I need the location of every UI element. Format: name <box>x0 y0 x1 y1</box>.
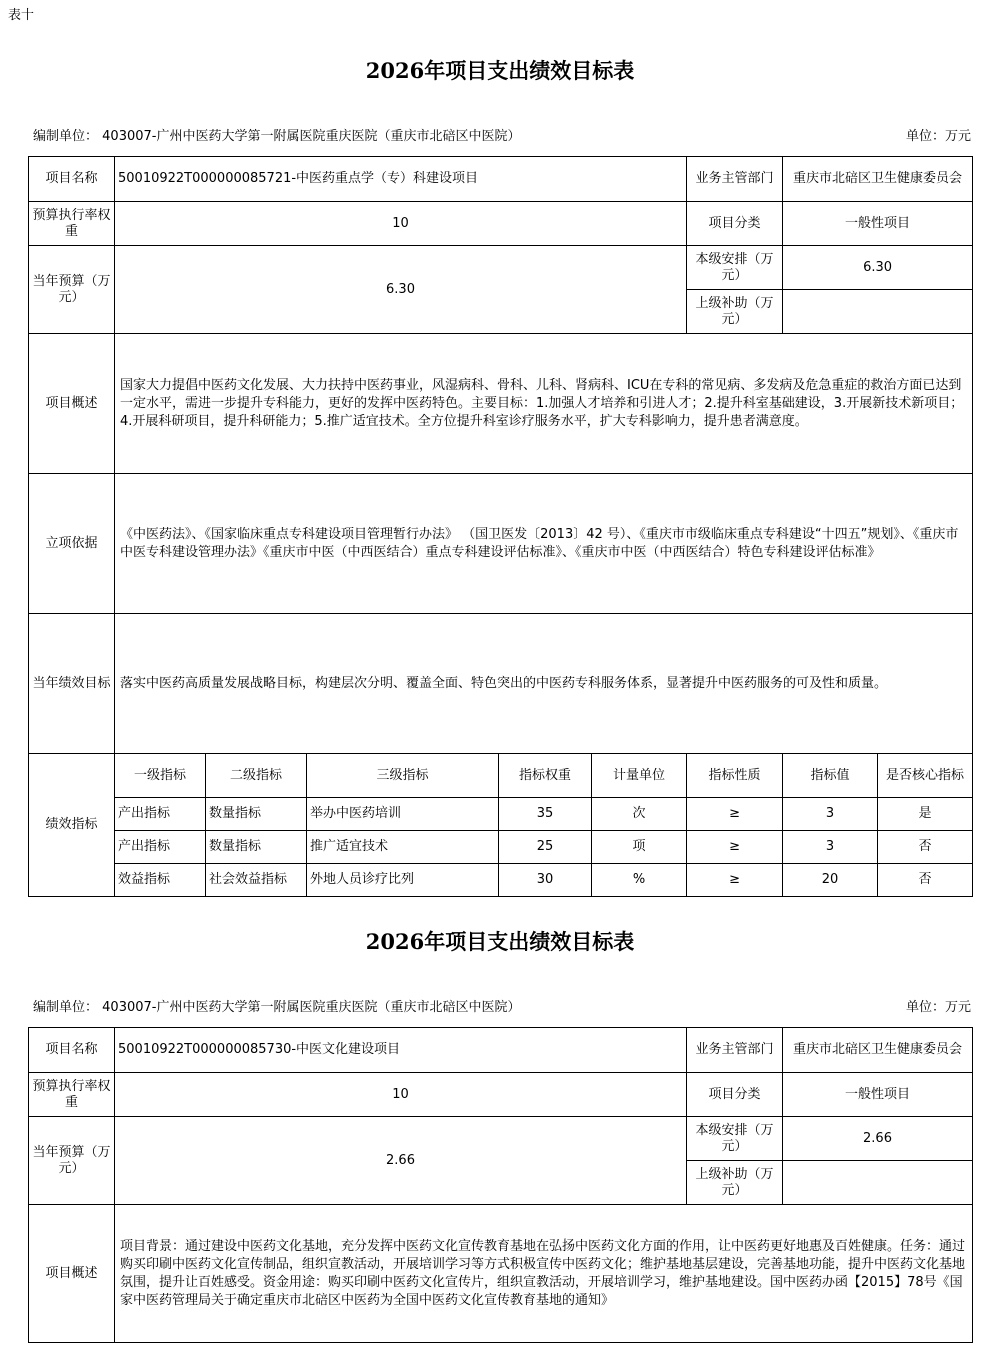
indicators-label: 绩效指标 <box>29 754 115 897</box>
local-label: 本级安排（万元） <box>687 1117 783 1161</box>
category-value: 一般性项目 <box>783 202 973 246</box>
project-name-label: 项目名称 <box>29 157 115 202</box>
overview-label: 项目概述 <box>29 334 115 474</box>
indicator-cell: 次 <box>592 798 687 831</box>
indicator-cell: ≥ <box>687 831 783 864</box>
table-number: 表十 <box>8 8 35 23</box>
budget-label: 当年预算（万元） <box>29 1117 115 1205</box>
local-label: 本级安排（万元） <box>687 246 783 290</box>
indicator-header: 是否核心指标 <box>878 754 973 798</box>
org-line <box>33 125 971 144</box>
table-row <box>29 864 973 897</box>
project-name: 50010922T000000085721-中医药重点学（专）科建设项目 <box>115 157 687 202</box>
indicator-cell: 推广适宜技术 <box>307 831 499 864</box>
local-value: 6.30 <box>783 246 973 290</box>
indicator-cell: 数量指标 <box>206 798 307 831</box>
budget-value: 2.66 <box>115 1117 687 1205</box>
org-label: 编制单位： <box>33 1000 99 1015</box>
indicator-header: 一级指标 <box>115 754 206 798</box>
org-value: 403007-广州中医药大学第一附属医院重庆医院（重庆市北碚区中医院） <box>102 1000 521 1015</box>
table-title: 2026年项目支出绩效目标表 <box>365 58 635 83</box>
indicator-header: 计量单位 <box>592 754 687 798</box>
indicator-header: 指标权重 <box>499 754 592 798</box>
indicator-cell: 否 <box>878 864 973 897</box>
org-label: 编制单位： <box>33 129 99 144</box>
indicator-cell: 社会效益指标 <box>206 864 307 897</box>
overview-label: 项目概述 <box>29 1205 115 1343</box>
local-value: 2.66 <box>783 1117 973 1161</box>
weight-value: 10 <box>115 202 687 246</box>
category-value: 一般性项目 <box>783 1073 973 1117</box>
weight-value: 10 <box>115 1073 687 1117</box>
weight-label: 预算执行率权重 <box>29 1073 115 1117</box>
indicator-cell: 数量指标 <box>206 831 307 864</box>
goal-label: 当年绩效目标 <box>29 614 115 754</box>
indicator-cell: 效益指标 <box>115 864 206 897</box>
unit-label: 单位：万元 <box>905 129 971 144</box>
upper-label: 上级补助（万元） <box>687 290 783 334</box>
upper-value <box>783 1161 973 1205</box>
indicator-cell: % <box>592 864 687 897</box>
performance-table-2 <box>28 1027 973 1343</box>
indicator-cell: 25 <box>499 831 592 864</box>
indicator-cell: 产出指标 <box>115 798 206 831</box>
dept-label: 业务主管部门 <box>687 157 783 202</box>
indicator-header: 指标性质 <box>687 754 783 798</box>
basis-text: 《中医药法》、《国家临床重点专科建设项目管理暂行办法》 （国卫医发〔2013〕42 号）、《重庆市市级临床重点专科建设“十四五”规划》、《重庆市中医专科建设管理办法》《重庆市中医（中西医结合）重点专科建设评估标准》、《重庆市中医（中西医结合）特色专科建设评估标准》 <box>115 474 973 614</box>
dept-value: 重庆市北碚区卫生健康委员会 <box>783 157 973 202</box>
indicator-cell: 外地人员诊疗比列 <box>307 864 499 897</box>
dept-label: 业务主管部门 <box>687 1028 783 1073</box>
indicator-header: 三级指标 <box>307 754 499 798</box>
weight-label: 预算执行率权重 <box>29 202 115 246</box>
indicator-cell: ≥ <box>687 864 783 897</box>
org-line <box>33 996 971 1015</box>
indicator-cell: 3 <box>783 798 878 831</box>
project-name: 50010922T000000085730-中医文化建设项目 <box>115 1028 687 1073</box>
upper-value <box>783 290 973 334</box>
unit-label: 单位：万元 <box>905 1000 971 1015</box>
table-title: 2026年项目支出绩效目标表 <box>365 929 635 954</box>
performance-table-1 <box>28 156 973 897</box>
indicator-cell: 3 <box>783 831 878 864</box>
org-value: 403007-广州中医药大学第一附属医院重庆医院（重庆市北碚区中医院） <box>102 129 521 144</box>
table-row <box>29 798 973 831</box>
indicator-cell: 是 <box>878 798 973 831</box>
overview-text: 项目背景：通过建设中医药文化基地，充分发挥中医药文化宣传教育基地在弘扬中医药文化方面的作用，让中医药更好地惠及百姓健康。任务：通过购买印刷中医药文化宣传制品，组织宣教活动，开展培训学习等方式积极宣传中医药文化；维护基地基层建设，完善基地功能，提升中医药文化基地氛围，提升让百姓感受。资金用途：购买印刷中医药文化宣传片，组织宣教活动，开展培训学习，维护基地建设。国中医药办函【2015】78号《国家中医药管理局关于确定重庆市北碚区中医药为全国中医药文化宣传教育基地的通知》 <box>115 1205 973 1343</box>
indicator-header: 二级指标 <box>206 754 307 798</box>
budget-value: 6.30 <box>115 246 687 334</box>
indicator-cell: 30 <box>499 864 592 897</box>
indicator-cell: ≥ <box>687 798 783 831</box>
overview-text: 国家大力提倡中医药文化发展、大力扶持中医药事业，风湿病科、骨科、儿科、肾病科、ICU在专科的常见病、多发病及危急重症的救治方面已达到一定水平，需进一步提升专科能力，更好的发挥中医药特色。主要目标：1.加强人才培养和引进人才；2.提升科室基础建设，3.开展新技术新项目；4.开展科研项目，提升科研能力；5.推广适宜技术。全方位提升科室诊疗服务水平，扩大专科影响力，提升患者满意度。 <box>115 334 973 474</box>
goal-text: 落实中医药高质量发展战略目标，构建层次分明、覆盖全面、特色突出的中医药专科服务体系，显著提升中医药服务的可及性和质量。 <box>115 614 973 754</box>
indicator-header: 指标值 <box>783 754 878 798</box>
category-label: 项目分类 <box>687 1073 783 1117</box>
table-row <box>29 831 973 864</box>
upper-label: 上级补助（万元） <box>687 1161 783 1205</box>
indicator-cell: 否 <box>878 831 973 864</box>
budget-label: 当年预算（万元） <box>29 246 115 334</box>
project-name-label: 项目名称 <box>29 1028 115 1073</box>
indicator-cell: 20 <box>783 864 878 897</box>
indicator-cell: 产出指标 <box>115 831 206 864</box>
indicator-cell: 35 <box>499 798 592 831</box>
category-label: 项目分类 <box>687 202 783 246</box>
indicator-cell: 举办中医药培训 <box>307 798 499 831</box>
indicator-cell: 项 <box>592 831 687 864</box>
basis-label: 立项依据 <box>29 474 115 614</box>
dept-value: 重庆市北碚区卫生健康委员会 <box>783 1028 973 1073</box>
